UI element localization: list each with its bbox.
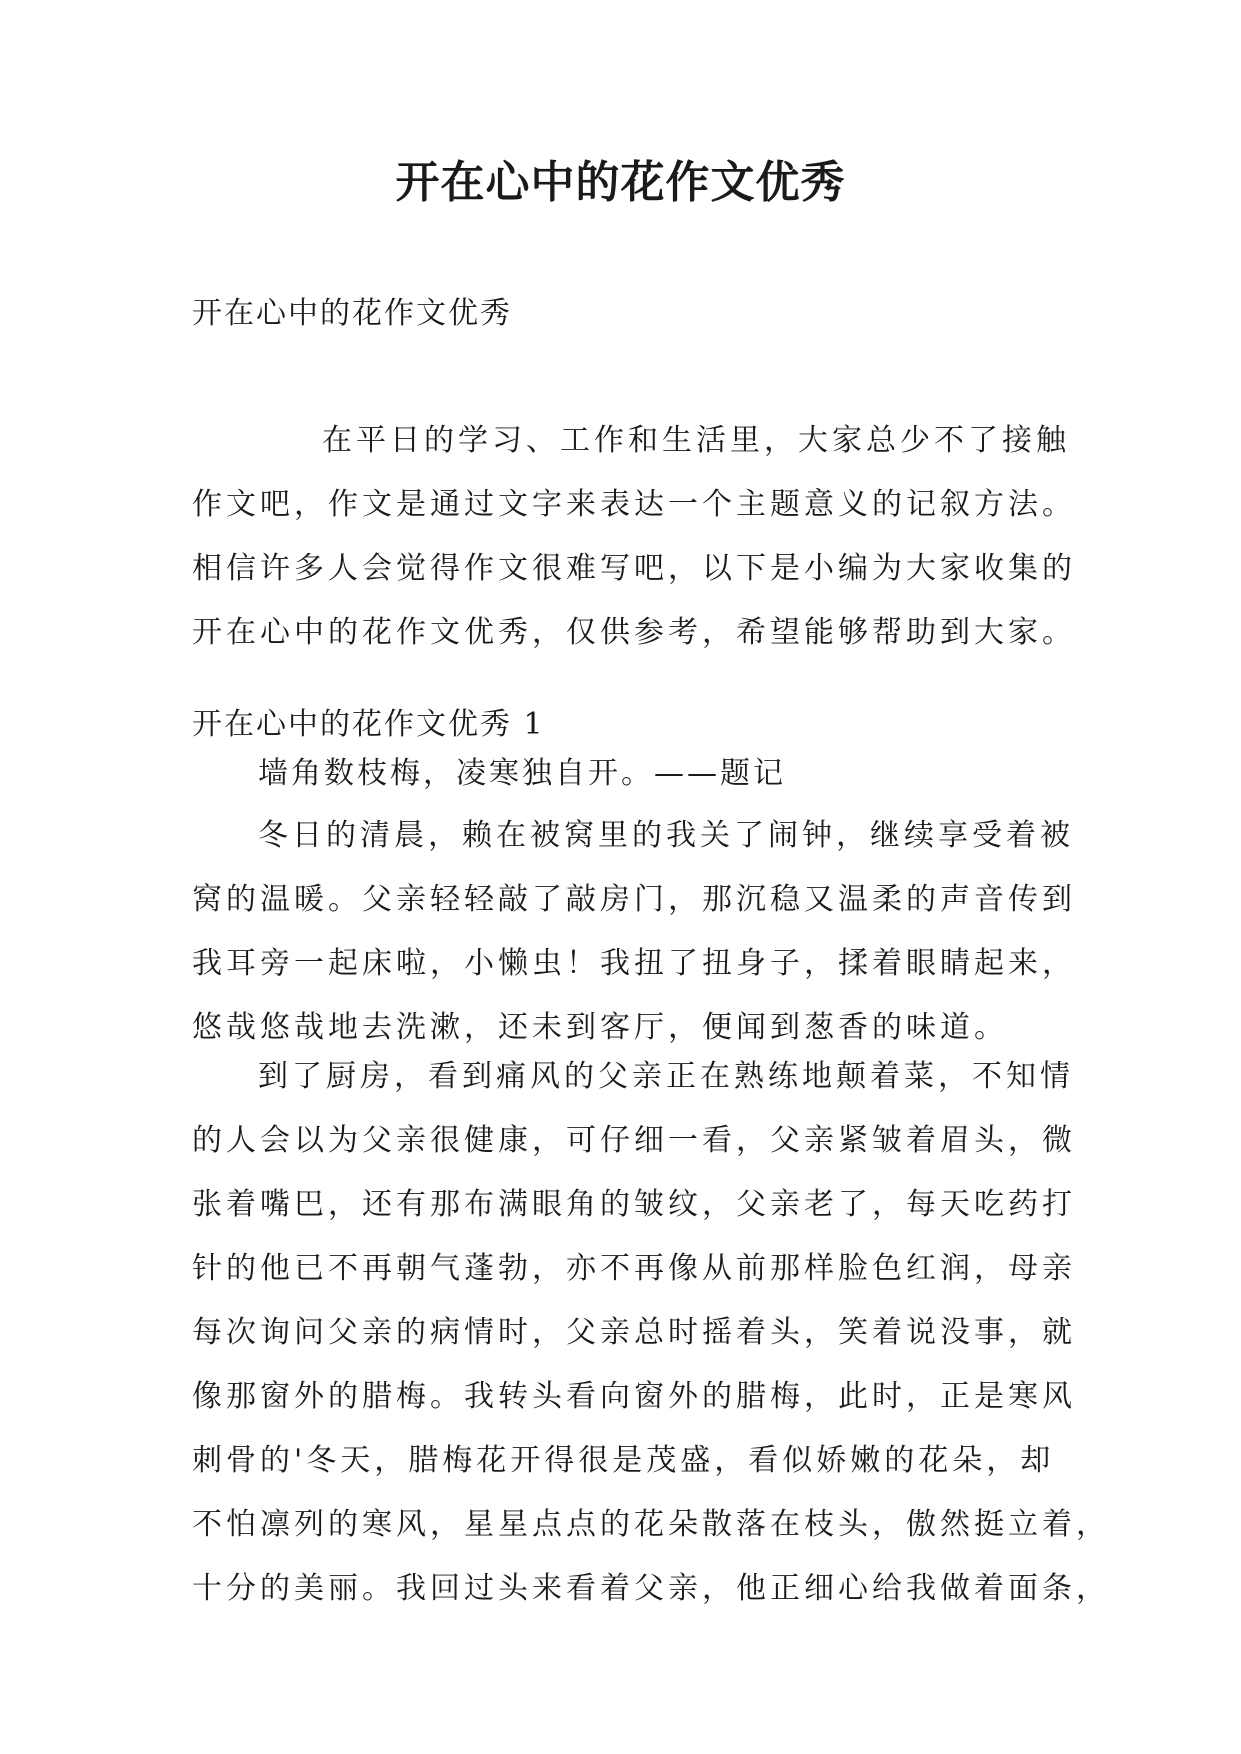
paragraph-line: 的人会以为父亲很健康，可仔细一看，父亲紧皱着眉头，微 — [192, 1123, 1076, 1158]
intro-line: 开在心中的花作文优秀，仅供参考，希望能够帮助到大家。 — [192, 615, 1076, 650]
paragraph-2 — [192, 1045, 1110, 1621]
paragraph-line: 十分的美丽。我回过头来看着父亲，他正细心给我做着面条， — [192, 1571, 1110, 1606]
paragraph-line: 我耳旁一起床啦，小懒虫！我扭了扭身子，揉着眼睛起来， — [192, 946, 1076, 981]
paragraph-line: 到了厨房，看到痛风的父亲正在熟练地颠着菜，不知情 — [258, 1059, 1074, 1094]
document-subtitle: 开在心中的花作文优秀 — [192, 296, 512, 331]
intro-line: 作文吧，作文是通过文字来表达一个主题意义的记叙方法。 — [192, 487, 1076, 522]
section-heading: 开在心中的花作文优秀 1 — [192, 707, 545, 742]
paragraph-line: 张着嘴巴，还有那布满眼角的皱纹，父亲老了，每天吃药打 — [192, 1187, 1076, 1222]
intro-paragraph — [192, 409, 1076, 665]
paragraph-line: 针的他已不再朝气蓬勃，亦不再像从前那样脸色红润，母亲 — [192, 1251, 1076, 1286]
paragraph-line: 冬日的清晨，赖在被窝里的我关了闹钟，继续享受着被 — [258, 818, 1074, 853]
epigraph: 墙角数枝梅，凌寒独自开。——题记 — [258, 756, 786, 791]
paragraph-line: 刺骨的'冬天，腊梅花开得很是茂盛，看似娇嫩的花朵，却 — [192, 1443, 1055, 1478]
paragraph-line: 悠哉悠哉地去洗漱，还未到客厅，便闻到葱香的味道。 — [192, 1010, 1008, 1045]
paragraph-line: 窝的温暖。父亲轻轻敲了敲房门，那沉稳又温柔的声音传到 — [192, 882, 1076, 917]
intro-line: 在平日的学习、工作和生活里，大家总少不了接触 — [322, 423, 1070, 458]
document-title: 开在心中的花作文优秀 — [395, 157, 846, 208]
intro-line: 相信许多人会觉得作文很难写吧，以下是小编为大家收集的 — [192, 551, 1076, 586]
paragraph-1 — [192, 804, 1076, 1060]
paragraph-line: 不怕凛列的寒风，星星点点的花朵散落在枝头，傲然挺立着， — [192, 1507, 1110, 1542]
paragraph-line: 每次询问父亲的病情时，父亲总时摇着头，笑着说没事，就 — [192, 1315, 1076, 1350]
paragraph-line: 像那窗外的腊梅。我转头看向窗外的腊梅，此时，正是寒风 — [192, 1379, 1076, 1414]
